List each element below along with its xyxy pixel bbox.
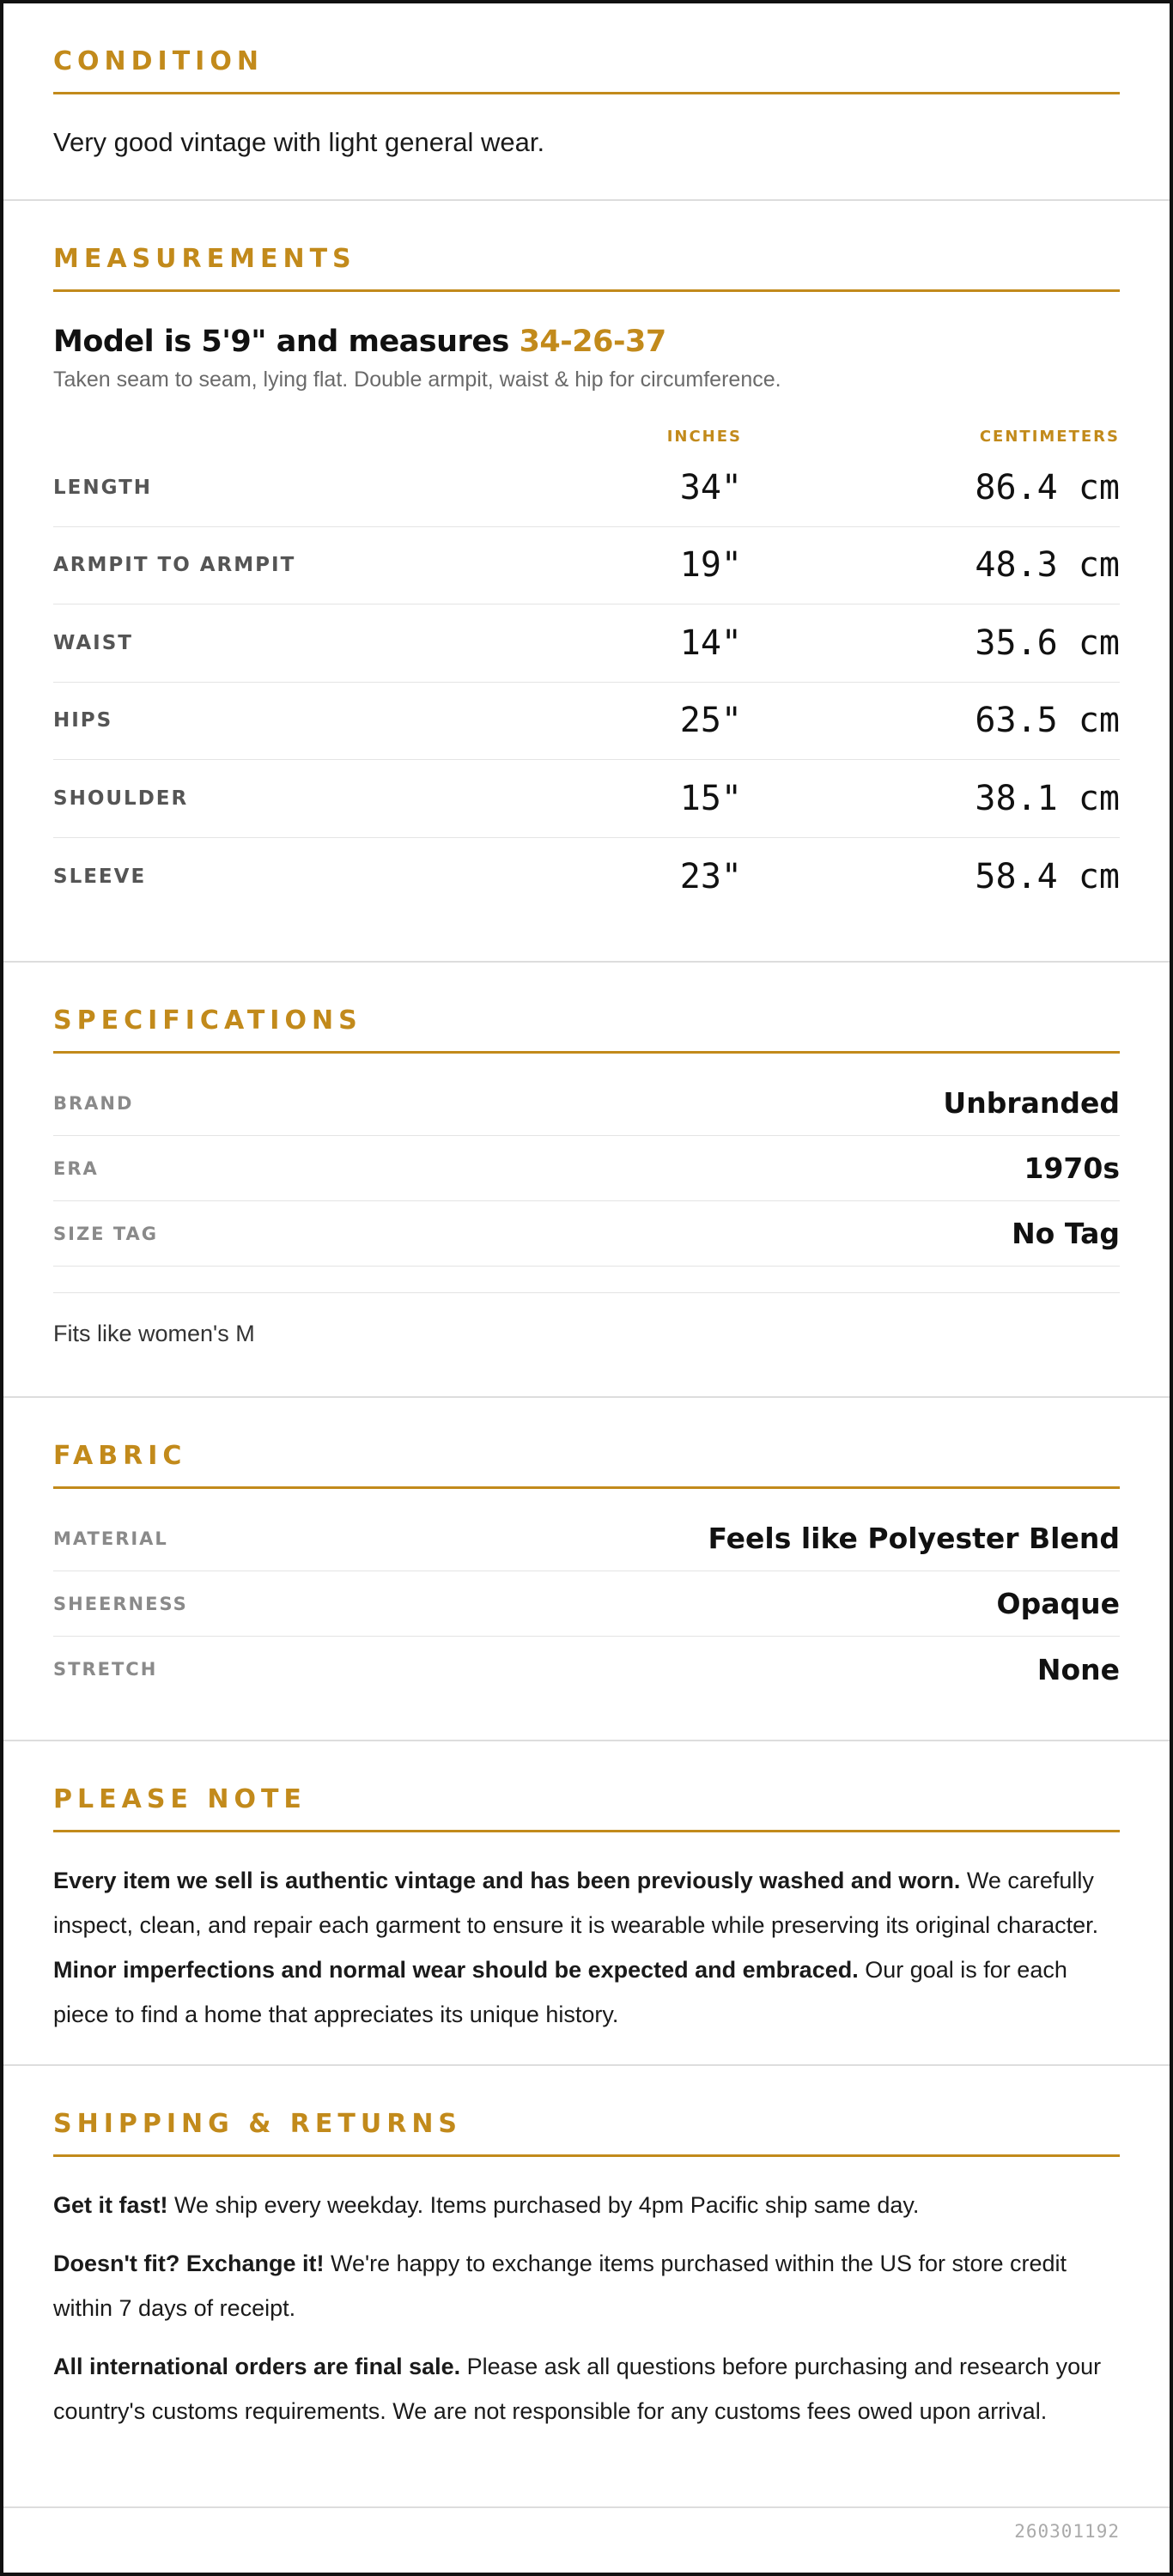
shipping-paragraph-exchange (53, 2241, 1120, 2330)
measurement-inches: 34" (679, 467, 742, 507)
please-note-title: PLEASE NOTE (53, 1784, 1120, 1832)
measurement-inches: 19" (679, 545, 742, 586)
measurement-label: SHOULDER (53, 787, 189, 810)
measurement-inches: 15" (679, 778, 742, 818)
shipping-bold: All international orders are final sale. (53, 2354, 461, 2379)
measurement-column-headers (53, 423, 1120, 449)
shipping-text: Please ask all questions before purchasing and research your country's customs requirements. We are not responsible for any customs fees owed upon arrival. (53, 2354, 1102, 2424)
spec-row-size-tag (53, 1201, 1120, 1267)
shipping-text: We're happy to exchange items purchased within the US for store credit within 7 days of receipt. (53, 2251, 1067, 2321)
inches-column-header: INCHES (666, 427, 742, 446)
measurement-label: HIPS (53, 709, 113, 732)
measurement-cm: 48.3 cm (975, 545, 1120, 586)
measurement-rows (53, 449, 1120, 915)
measurement-label: ARMPIT TO ARMPIT (53, 554, 296, 577)
fabric-list (53, 1506, 1120, 1702)
measurement-label: WAIST (53, 631, 133, 654)
fabric-value: Feels like Polyester Blend (708, 1522, 1120, 1555)
measurement-cm: 35.6 cm (975, 623, 1120, 663)
measurement-row-waist (53, 605, 1120, 683)
measurement-row-armpit (53, 527, 1120, 605)
measurements-section (3, 201, 1170, 963)
measurement-note: Taken seam to seam, lying flat. Double armpit, waist & hip for circumference. (53, 368, 781, 392)
spec-value: 1970s (1024, 1151, 1120, 1185)
condition-text: Very good vintage with light general wear. (53, 127, 545, 157)
model-measurements (53, 325, 1120, 359)
fit-note: Fits like women's M (53, 1292, 1120, 1347)
measurement-label: LENGTH (53, 476, 153, 499)
measurement-label: SLEEVE (53, 865, 147, 888)
fabric-row-material (53, 1506, 1120, 1571)
measurement-cm: 58.4 cm (975, 856, 1120, 896)
measurement-cm: 86.4 cm (975, 467, 1120, 507)
please-note-section (3, 1741, 1170, 2066)
fabric-value: Opaque (996, 1587, 1120, 1620)
specifications-section (3, 963, 1170, 1398)
shipping-title: SHIPPING & RETURNS (53, 2109, 1120, 2157)
note-bold-1: Every item we sell is authentic vintage and has been previously washed and worn. (53, 1868, 961, 1893)
fabric-value: None (1036, 1652, 1120, 1686)
measurement-inches: 23" (679, 856, 742, 896)
spec-row-era (53, 1136, 1120, 1201)
measurement-row-length (53, 449, 1120, 527)
fabric-title: FABRIC (53, 1441, 1120, 1489)
fabric-row-sheerness (53, 1571, 1120, 1637)
spec-value: No Tag (1012, 1217, 1120, 1250)
shipping-text: We ship every weekday. Items purchased by 4pm Pacific ship same day. (167, 2192, 920, 2218)
shipping-bold: Get it fast! (53, 2192, 168, 2218)
measurements-title: MEASUREMENTS (53, 244, 1120, 292)
shipping-paragraph-international (53, 2344, 1120, 2433)
fabric-label: STRETCH (53, 1659, 158, 1680)
model-measure-highlight: 34-26-37 (519, 325, 666, 359)
spec-label: BRAND (53, 1092, 134, 1114)
shipping-paragraph-fast (53, 2183, 1120, 2227)
fabric-section (3, 1398, 1170, 1741)
measurement-inches: 25" (679, 701, 742, 741)
fabric-label: SHEERNESS (53, 1593, 188, 1614)
measurement-inches: 14" (679, 623, 742, 663)
please-note-text (53, 1858, 1120, 2037)
fabric-label: MATERIAL (53, 1528, 168, 1549)
spec-label: ERA (53, 1157, 99, 1179)
product-code: 260301192 (1014, 2521, 1120, 2542)
model-prefix: Model is 5'9" and measures (53, 325, 520, 359)
spec-label: SIZE TAG (53, 1223, 159, 1244)
centimeters-column-header: CENTIMETERS (979, 427, 1120, 446)
measurement-row-sleeve (53, 838, 1120, 916)
specification-list (53, 1071, 1120, 1267)
note-text-2: Our goal is for each piece to find a home that appreciates its unique history. (53, 1957, 1067, 2027)
measurement-row-shoulder (53, 760, 1120, 838)
shipping-returns-section (3, 2066, 1170, 2508)
condition-section (3, 3, 1170, 201)
measurement-cm: 38.1 cm (975, 778, 1120, 818)
condition-title: CONDITION (53, 46, 1120, 94)
fabric-row-stretch (53, 1637, 1120, 1702)
shipping-bold: Doesn't fit? Exchange it! (53, 2251, 325, 2276)
measurement-row-hips (53, 683, 1120, 761)
spec-row-brand (53, 1071, 1120, 1136)
spec-value: Unbranded (943, 1086, 1120, 1120)
specifications-title: SPECIFICATIONS (53, 1005, 1120, 1054)
note-text-1: We carefully inspect, clean, and repair each garment to ensure it is wearable while preserving its original character. (53, 1868, 1099, 1938)
note-bold-2: Minor imperfections and normal wear should be expected and embraced. (53, 1957, 859, 1983)
measurement-cm: 63.5 cm (975, 701, 1120, 741)
